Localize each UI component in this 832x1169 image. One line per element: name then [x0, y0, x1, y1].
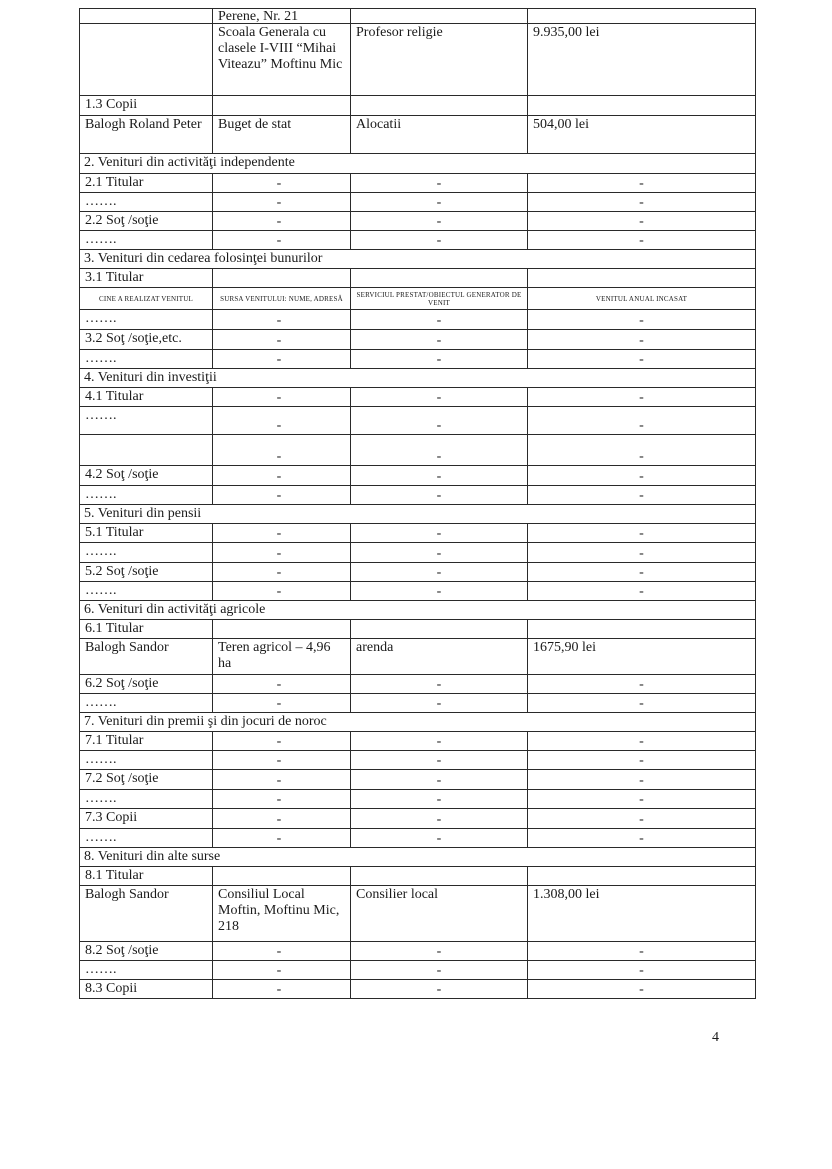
income-source-cell: -: [213, 732, 351, 751]
income-source-cell: -: [213, 212, 351, 231]
service-cell: -: [351, 582, 528, 601]
service-cell: -: [351, 980, 528, 999]
income-source-cell: [213, 96, 351, 116]
earner-cell: 8.3 Copii: [80, 980, 213, 999]
annual-income-cell: -: [528, 751, 756, 770]
annual-income-cell: [528, 9, 756, 24]
earner-cell: 5.2 Soţ /soţie: [80, 563, 213, 582]
annual-income-cell: -: [528, 350, 756, 369]
earner-cell: …….: [80, 193, 213, 212]
earner-cell: …….: [80, 543, 213, 563]
earner-cell: 2.2 Soţ /soţie: [80, 212, 213, 231]
service-cell: -: [351, 809, 528, 829]
service-cell: -: [351, 388, 528, 407]
annual-income-cell: -: [528, 486, 756, 505]
section-row: [80, 505, 756, 524]
service-cell: Alocatii: [351, 116, 528, 154]
income-table-body: [80, 9, 756, 999]
service-cell: -: [351, 524, 528, 543]
earner-cell: Balogh Sandor: [80, 639, 213, 675]
income-source-cell: -: [213, 751, 351, 770]
annual-income-cell: -: [528, 675, 756, 694]
section-row: [80, 601, 756, 620]
earner-cell: Balogh Sandor: [80, 886, 213, 942]
service-cell: -: [351, 732, 528, 751]
annual-income-cell: -: [528, 582, 756, 601]
section-title: 7. Venituri din premii şi din jocuri de noroc: [80, 713, 756, 732]
column-header: VENITUL ANUAL INCASAT: [528, 288, 756, 310]
earner-cell: 4.1 Titular: [80, 388, 213, 407]
annual-income-cell: [528, 269, 756, 288]
table-row: [80, 407, 756, 435]
income-source-cell: -: [213, 435, 351, 466]
earner-cell: …….: [80, 231, 213, 250]
annual-income-cell: -: [528, 407, 756, 435]
section-title: 6. Venituri din activităţi agricole: [80, 601, 756, 620]
earner-cell: 7.3 Copii: [80, 809, 213, 829]
table-row: [80, 116, 756, 154]
annual-income-cell: 1.308,00 lei: [528, 886, 756, 942]
earner-cell: …….: [80, 790, 213, 809]
income-source-cell: [213, 620, 351, 639]
income-source-cell: -: [213, 980, 351, 999]
service-cell: -: [351, 563, 528, 582]
section-title: 4. Venituri din investiţii: [80, 369, 756, 388]
earner-cell: [80, 24, 213, 96]
earner-cell: 5.1 Titular: [80, 524, 213, 543]
income-source-cell: -: [213, 829, 351, 848]
income-source-cell: -: [213, 310, 351, 330]
table-row: [80, 942, 756, 961]
table-row: [80, 961, 756, 980]
service-cell: -: [351, 212, 528, 231]
table-row: [80, 24, 756, 96]
income-source-cell: -: [213, 809, 351, 829]
service-cell: -: [351, 174, 528, 193]
income-source-cell: Perene, Nr. 21: [213, 9, 351, 24]
annual-income-cell: -: [528, 694, 756, 713]
column-header: SURSA VENITULUI: NUME, ADRESĂ: [213, 288, 351, 310]
earner-cell: …….: [80, 829, 213, 848]
section-row: [80, 369, 756, 388]
table-row: [80, 330, 756, 350]
service-cell: -: [351, 543, 528, 563]
earner-cell: 6.2 Soţ /soţie: [80, 675, 213, 694]
service-cell: arenda: [351, 639, 528, 675]
annual-income-cell: [528, 620, 756, 639]
earner-cell: 3.2 Soţ /soţie,etc.: [80, 330, 213, 350]
table-row: [80, 675, 756, 694]
income-source-cell: -: [213, 563, 351, 582]
annual-income-cell: -: [528, 212, 756, 231]
earner-cell: …….: [80, 582, 213, 601]
earner-cell: 7.1 Titular: [80, 732, 213, 751]
column-header-row: [80, 288, 756, 310]
service-cell: -: [351, 310, 528, 330]
table-row: [80, 694, 756, 713]
earner-cell: 7.2 Soţ /soţie: [80, 770, 213, 790]
income-source-cell: -: [213, 486, 351, 505]
annual-income-cell: -: [528, 790, 756, 809]
annual-income-cell: -: [528, 543, 756, 563]
annual-income-cell: -: [528, 231, 756, 250]
service-cell: -: [351, 942, 528, 961]
annual-income-cell: -: [528, 809, 756, 829]
annual-income-cell: 9.935,00 lei: [528, 24, 756, 96]
earner-cell: [80, 9, 213, 24]
earner-cell: …….: [80, 751, 213, 770]
service-cell: -: [351, 486, 528, 505]
table-row: [80, 620, 756, 639]
earner-cell: Balogh Roland Peter: [80, 116, 213, 154]
earner-cell: 2.1 Titular: [80, 174, 213, 193]
income-source-cell: -: [213, 790, 351, 809]
service-cell: -: [351, 790, 528, 809]
service-cell: -: [351, 961, 528, 980]
income-source-cell: Scoala Generala cu clasele I-VIII “Mihai Viteazu” Moftinu Mic: [213, 24, 351, 96]
table-row: [80, 388, 756, 407]
service-cell: [351, 96, 528, 116]
service-cell: [351, 9, 528, 24]
annual-income-cell: -: [528, 961, 756, 980]
income-source-cell: -: [213, 770, 351, 790]
table-row: [80, 563, 756, 582]
earner-cell: 3.1 Titular: [80, 269, 213, 288]
annual-income-cell: -: [528, 829, 756, 848]
table-row: [80, 543, 756, 563]
earner-cell: 4.2 Soţ /soţie: [80, 466, 213, 486]
annual-income-cell: -: [528, 980, 756, 999]
income-source-cell: -: [213, 407, 351, 435]
table-row: [80, 96, 756, 116]
table-row: [80, 193, 756, 212]
table-row: [80, 466, 756, 486]
table-row: [80, 790, 756, 809]
income-source-cell: Teren agricol – 4,96 ha: [213, 639, 351, 675]
annual-income-cell: 1675,90 lei: [528, 639, 756, 675]
service-cell: Profesor religie: [351, 24, 528, 96]
annual-income-cell: -: [528, 732, 756, 751]
income-source-cell: [213, 269, 351, 288]
income-source-cell: -: [213, 388, 351, 407]
service-cell: Consilier local: [351, 886, 528, 942]
earner-cell: 8.1 Titular: [80, 867, 213, 886]
section-row: [80, 713, 756, 732]
earner-cell: 8.2 Soţ /soţie: [80, 942, 213, 961]
service-cell: -: [351, 231, 528, 250]
table-row: [80, 886, 756, 942]
service-cell: -: [351, 694, 528, 713]
table-row: [80, 829, 756, 848]
income-source-cell: -: [213, 330, 351, 350]
table-row: [80, 524, 756, 543]
service-cell: -: [351, 435, 528, 466]
annual-income-cell: -: [528, 563, 756, 582]
earner-cell: 1.3 Copii: [80, 96, 213, 116]
service-cell: -: [351, 466, 528, 486]
table-row: [80, 582, 756, 601]
section-title: 5. Venituri din pensii: [80, 505, 756, 524]
column-header: CINE A REALIZAT VENITUL: [80, 288, 213, 310]
income-source-cell: Buget de stat: [213, 116, 351, 154]
annual-income-cell: -: [528, 330, 756, 350]
service-cell: -: [351, 770, 528, 790]
income-source-cell: -: [213, 231, 351, 250]
earner-cell: …….: [80, 310, 213, 330]
column-header: SERVICIUL PRESTAT/OBIECTUL GENERATOR DE VENIT: [351, 288, 528, 310]
earner-cell: …….: [80, 486, 213, 505]
annual-income-cell: -: [528, 770, 756, 790]
service-cell: -: [351, 751, 528, 770]
income-source-cell: -: [213, 193, 351, 212]
table-row: [80, 212, 756, 231]
earner-cell: …….: [80, 961, 213, 980]
service-cell: -: [351, 407, 528, 435]
page-number: 4: [712, 1030, 719, 1045]
earner-cell: 6.1 Titular: [80, 620, 213, 639]
table-row: [80, 770, 756, 790]
table-row: [80, 732, 756, 751]
table-row: [80, 435, 756, 466]
annual-income-cell: [528, 96, 756, 116]
service-cell: -: [351, 350, 528, 369]
service-cell: -: [351, 330, 528, 350]
annual-income-cell: -: [528, 435, 756, 466]
table-row: [80, 639, 756, 675]
income-source-cell: -: [213, 466, 351, 486]
service-cell: [351, 620, 528, 639]
income-declaration-table: [79, 8, 756, 999]
annual-income-cell: -: [528, 193, 756, 212]
section-title: 8. Venituri din alte surse: [80, 848, 756, 867]
table-row: [80, 310, 756, 330]
income-source-cell: -: [213, 174, 351, 193]
income-source-cell: -: [213, 694, 351, 713]
table-row: [80, 231, 756, 250]
income-source-cell: -: [213, 524, 351, 543]
income-source-cell: [213, 867, 351, 886]
service-cell: -: [351, 675, 528, 694]
income-source-cell: -: [213, 350, 351, 369]
section-row: [80, 250, 756, 269]
income-source-cell: -: [213, 582, 351, 601]
section-title: 3. Venituri din cedarea folosinţei bunurilor: [80, 250, 756, 269]
earner-cell: [80, 435, 213, 466]
table-row: [80, 751, 756, 770]
table-row: [80, 269, 756, 288]
annual-income-cell: [528, 867, 756, 886]
service-cell: [351, 867, 528, 886]
annual-income-cell: -: [528, 388, 756, 407]
table-row: [80, 809, 756, 829]
table-row: [80, 350, 756, 369]
section-row: [80, 154, 756, 174]
earner-cell: …….: [80, 694, 213, 713]
annual-income-cell: -: [528, 942, 756, 961]
table-row: [80, 174, 756, 193]
table-row: [80, 980, 756, 999]
income-source-cell: Consiliul Local Moftin, Moftinu Mic, 218: [213, 886, 351, 942]
earner-cell: …….: [80, 407, 213, 435]
income-source-cell: -: [213, 961, 351, 980]
service-cell: -: [351, 829, 528, 848]
income-source-cell: -: [213, 942, 351, 961]
table-row: [80, 486, 756, 505]
annual-income-cell: 504,00 lei: [528, 116, 756, 154]
table-row: [80, 9, 756, 24]
annual-income-cell: -: [528, 524, 756, 543]
annual-income-cell: -: [528, 174, 756, 193]
service-cell: [351, 269, 528, 288]
annual-income-cell: -: [528, 466, 756, 486]
income-source-cell: -: [213, 675, 351, 694]
earner-cell: …….: [80, 350, 213, 369]
annual-income-cell: -: [528, 310, 756, 330]
section-title: 2. Venituri din activităţi independente: [80, 154, 756, 174]
service-cell: -: [351, 193, 528, 212]
table-row: [80, 867, 756, 886]
income-source-cell: -: [213, 543, 351, 563]
section-row: [80, 848, 756, 867]
